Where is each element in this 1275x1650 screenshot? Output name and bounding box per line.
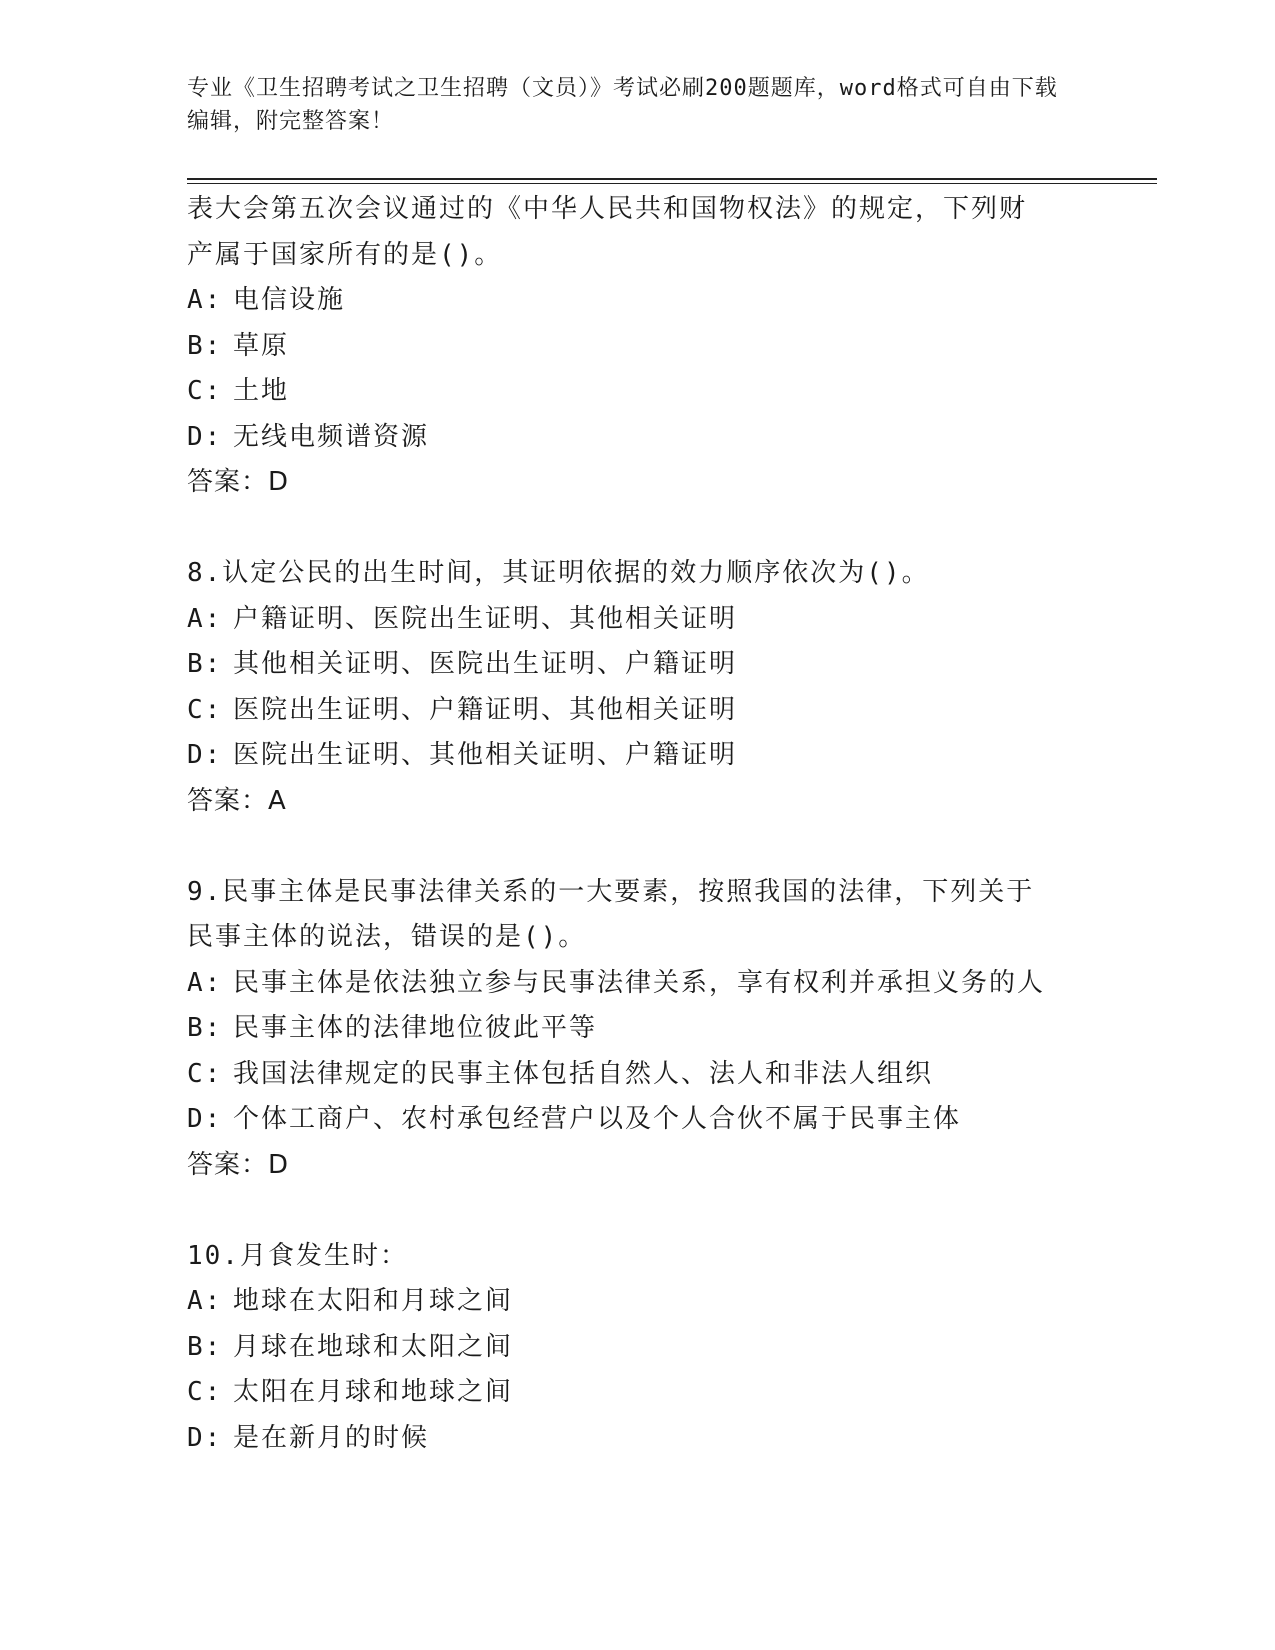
option-label: C:: [187, 1058, 223, 1089]
option-a: [187, 597, 1087, 643]
option-a: [187, 278, 1087, 324]
question-stem: 产属于国家所有的是()。: [187, 239, 503, 270]
option-b: [187, 1325, 1087, 1371]
option-text: 太阳在月球和地球之间: [233, 1377, 514, 1407]
option-text: 无线电频谱资源: [233, 421, 430, 452]
option-text: 是在新月的时候: [233, 1422, 430, 1453]
option-text: 民事主体的法律地位彼此平等: [233, 1013, 598, 1043]
answer-line: 答案：D: [187, 467, 290, 497]
option-c: [187, 369, 1087, 415]
option-c: [187, 1052, 1087, 1098]
option-text: 医院出生证明、其他相关证明、户籍证明: [233, 740, 738, 770]
question-stem: 8.认定公民的出生时间，其证明依据的效力顺序依次为()。: [187, 558, 930, 588]
question-block: [187, 1234, 1087, 1462]
option-label: D:: [187, 421, 223, 452]
option-text: 其他相关证明、医院出生证明、户籍证明: [233, 649, 738, 679]
option-b: [187, 642, 1087, 688]
document-header: 专业《卫生招聘考试之卫生招聘（文员）》考试必刷200题题库，word格式可自由下载编辑，附完整答案！: [187, 76, 1058, 134]
option-d: [187, 1097, 1087, 1143]
question-list: [187, 187, 1087, 1461]
answer-line: 答案：A: [187, 785, 287, 816]
spacer: [187, 506, 1087, 552]
option-c: [187, 1370, 1087, 1416]
option-label: A:: [187, 603, 223, 634]
spacer: [187, 824, 1087, 870]
option-text: 医院出生证明、户籍证明、其他相关证明: [233, 694, 738, 725]
question-block: [187, 187, 1087, 506]
question-stem: 10.月食发生时：: [187, 1240, 408, 1271]
option-text: 我国法律规定的民事主体包括自然人、法人和非法人组织: [233, 1058, 934, 1089]
spacer: [187, 1188, 1087, 1234]
header-divider: [187, 178, 1157, 180]
option-label: C:: [187, 1377, 223, 1407]
option-d: [187, 1416, 1087, 1462]
option-label: D:: [187, 740, 223, 770]
option-label: B:: [187, 1013, 223, 1043]
question-block: [187, 551, 1087, 824]
header-divider-thin: [187, 183, 1157, 184]
option-d: [187, 415, 1087, 461]
answer-line: 答案：D: [187, 1149, 290, 1180]
option-text: 土地: [233, 376, 290, 406]
option-b: [187, 324, 1087, 370]
option-text: 电信设施: [233, 285, 346, 315]
option-label: A:: [187, 967, 223, 998]
option-b: [187, 1006, 1087, 1052]
option-label: B:: [187, 330, 223, 361]
option-text: 个体工商户、农村承包经营户以及个人合伙不属于民事主体: [233, 1104, 962, 1134]
option-text: 户籍证明、医院出生证明、其他相关证明: [233, 603, 738, 634]
option-c: [187, 688, 1087, 734]
option-label: A:: [187, 1286, 223, 1316]
option-a: [187, 961, 1087, 1007]
option-label: D:: [187, 1104, 223, 1134]
option-text: 月球在地球和太阳之间: [233, 1331, 514, 1362]
option-label: A:: [187, 285, 223, 315]
option-label: D:: [187, 1422, 223, 1453]
option-text: 地球在太阳和月球之间: [233, 1286, 514, 1316]
option-label: B:: [187, 1331, 223, 1362]
option-label: C:: [187, 376, 223, 406]
option-label: C:: [187, 694, 223, 725]
option-label: B:: [187, 649, 223, 679]
option-d: [187, 733, 1087, 779]
option-text: 草原: [233, 330, 290, 361]
question-stem: 9.民事主体是民事法律关系的一大要素，按照我国的法律，下列关于: [187, 876, 1035, 907]
option-text: 民事主体是依法独立参与民事法律关系，享有权利并承担义务的人: [233, 967, 1046, 998]
question-stem: 表大会第五次会议通过的《中华人民共和国物权法》的规定，下列财: [187, 194, 1028, 224]
question-stem: 民事主体的说法，错误的是()。: [187, 922, 587, 952]
question-block: [187, 870, 1087, 1189]
option-a: [187, 1279, 1087, 1325]
